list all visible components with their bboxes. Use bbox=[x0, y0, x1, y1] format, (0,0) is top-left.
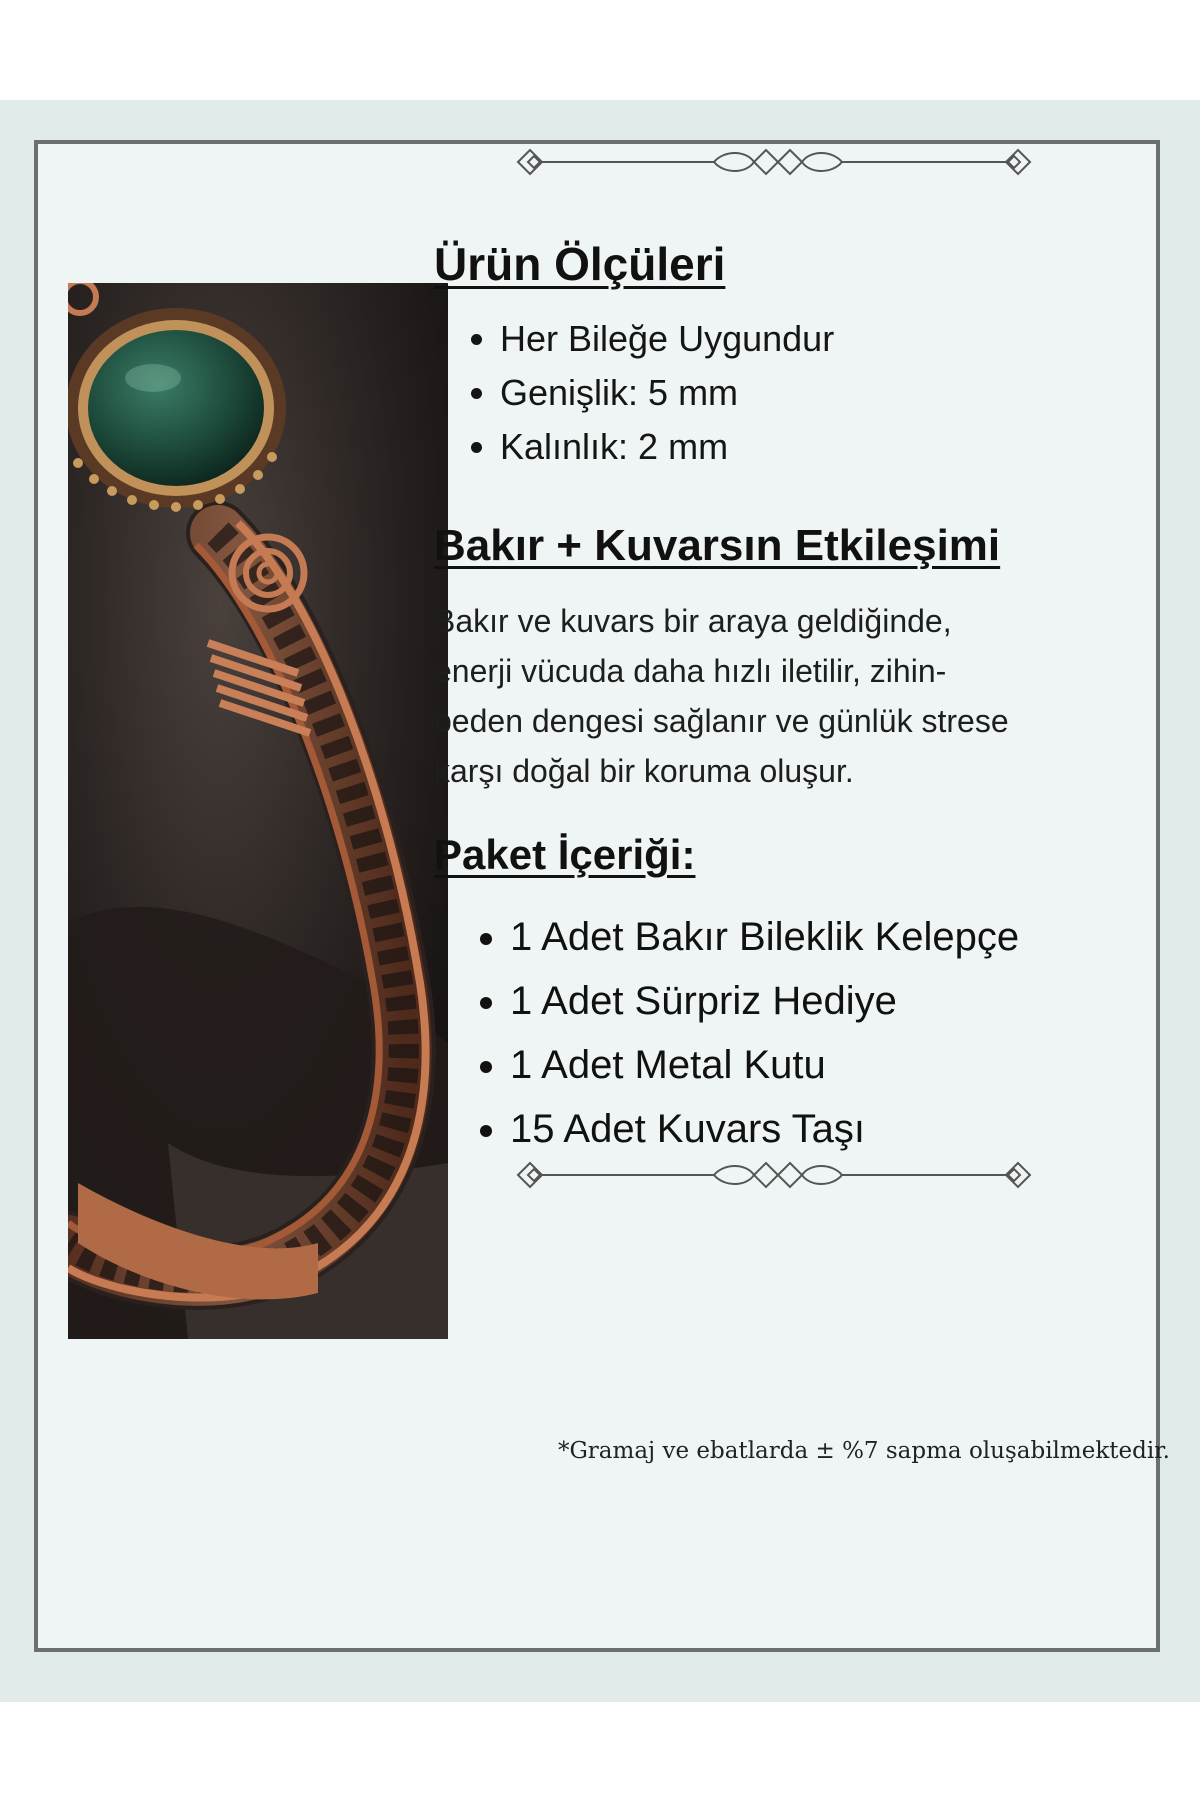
package-list bbox=[434, 905, 1019, 1161]
product-photo-copper-bracelet bbox=[68, 283, 448, 1339]
list-item: • 1 Adet Sürpriz Hediye bbox=[510, 969, 1019, 1033]
list-item: • Kalınlık: 2 mm bbox=[500, 420, 834, 474]
list-item: • 1 Adet Metal Kutu bbox=[510, 1033, 1019, 1097]
footnote: *Gramaj ve ebatlarda ± %7 sapma oluşabilmektedir. bbox=[557, 1438, 1170, 1464]
text-line: karşı doğal bir koruma oluşur. bbox=[434, 753, 854, 789]
list-item: • 1 Adet Bakır Bileklik Kelepçe bbox=[510, 905, 1019, 969]
interaction-text bbox=[434, 596, 1114, 796]
text-line: beden dengesi sağlanır ve günlük strese bbox=[434, 703, 1009, 739]
package-title: Paket İçeriği: bbox=[434, 831, 696, 878]
text-line: enerji vücuda daha hızlı iletilir, zihin- bbox=[434, 653, 947, 689]
sizes-list bbox=[434, 312, 834, 474]
sizes-title: Ürün Ölçüleri bbox=[434, 238, 726, 290]
ornamental-divider-icon bbox=[514, 1153, 1034, 1197]
list-item: • Her Bileğe Uygundur bbox=[500, 312, 834, 366]
interaction-title: Bakır + Kuvarsın Etkileşimi bbox=[434, 521, 1001, 570]
list-item: • Genişlik: 5 mm bbox=[500, 366, 834, 420]
text-line: Bakır ve kuvars bir araya geldiğinde, bbox=[434, 603, 952, 639]
list-item: • 15 Adet Kuvars Taşı bbox=[510, 1097, 1019, 1161]
ornamental-divider-icon bbox=[514, 140, 1034, 184]
